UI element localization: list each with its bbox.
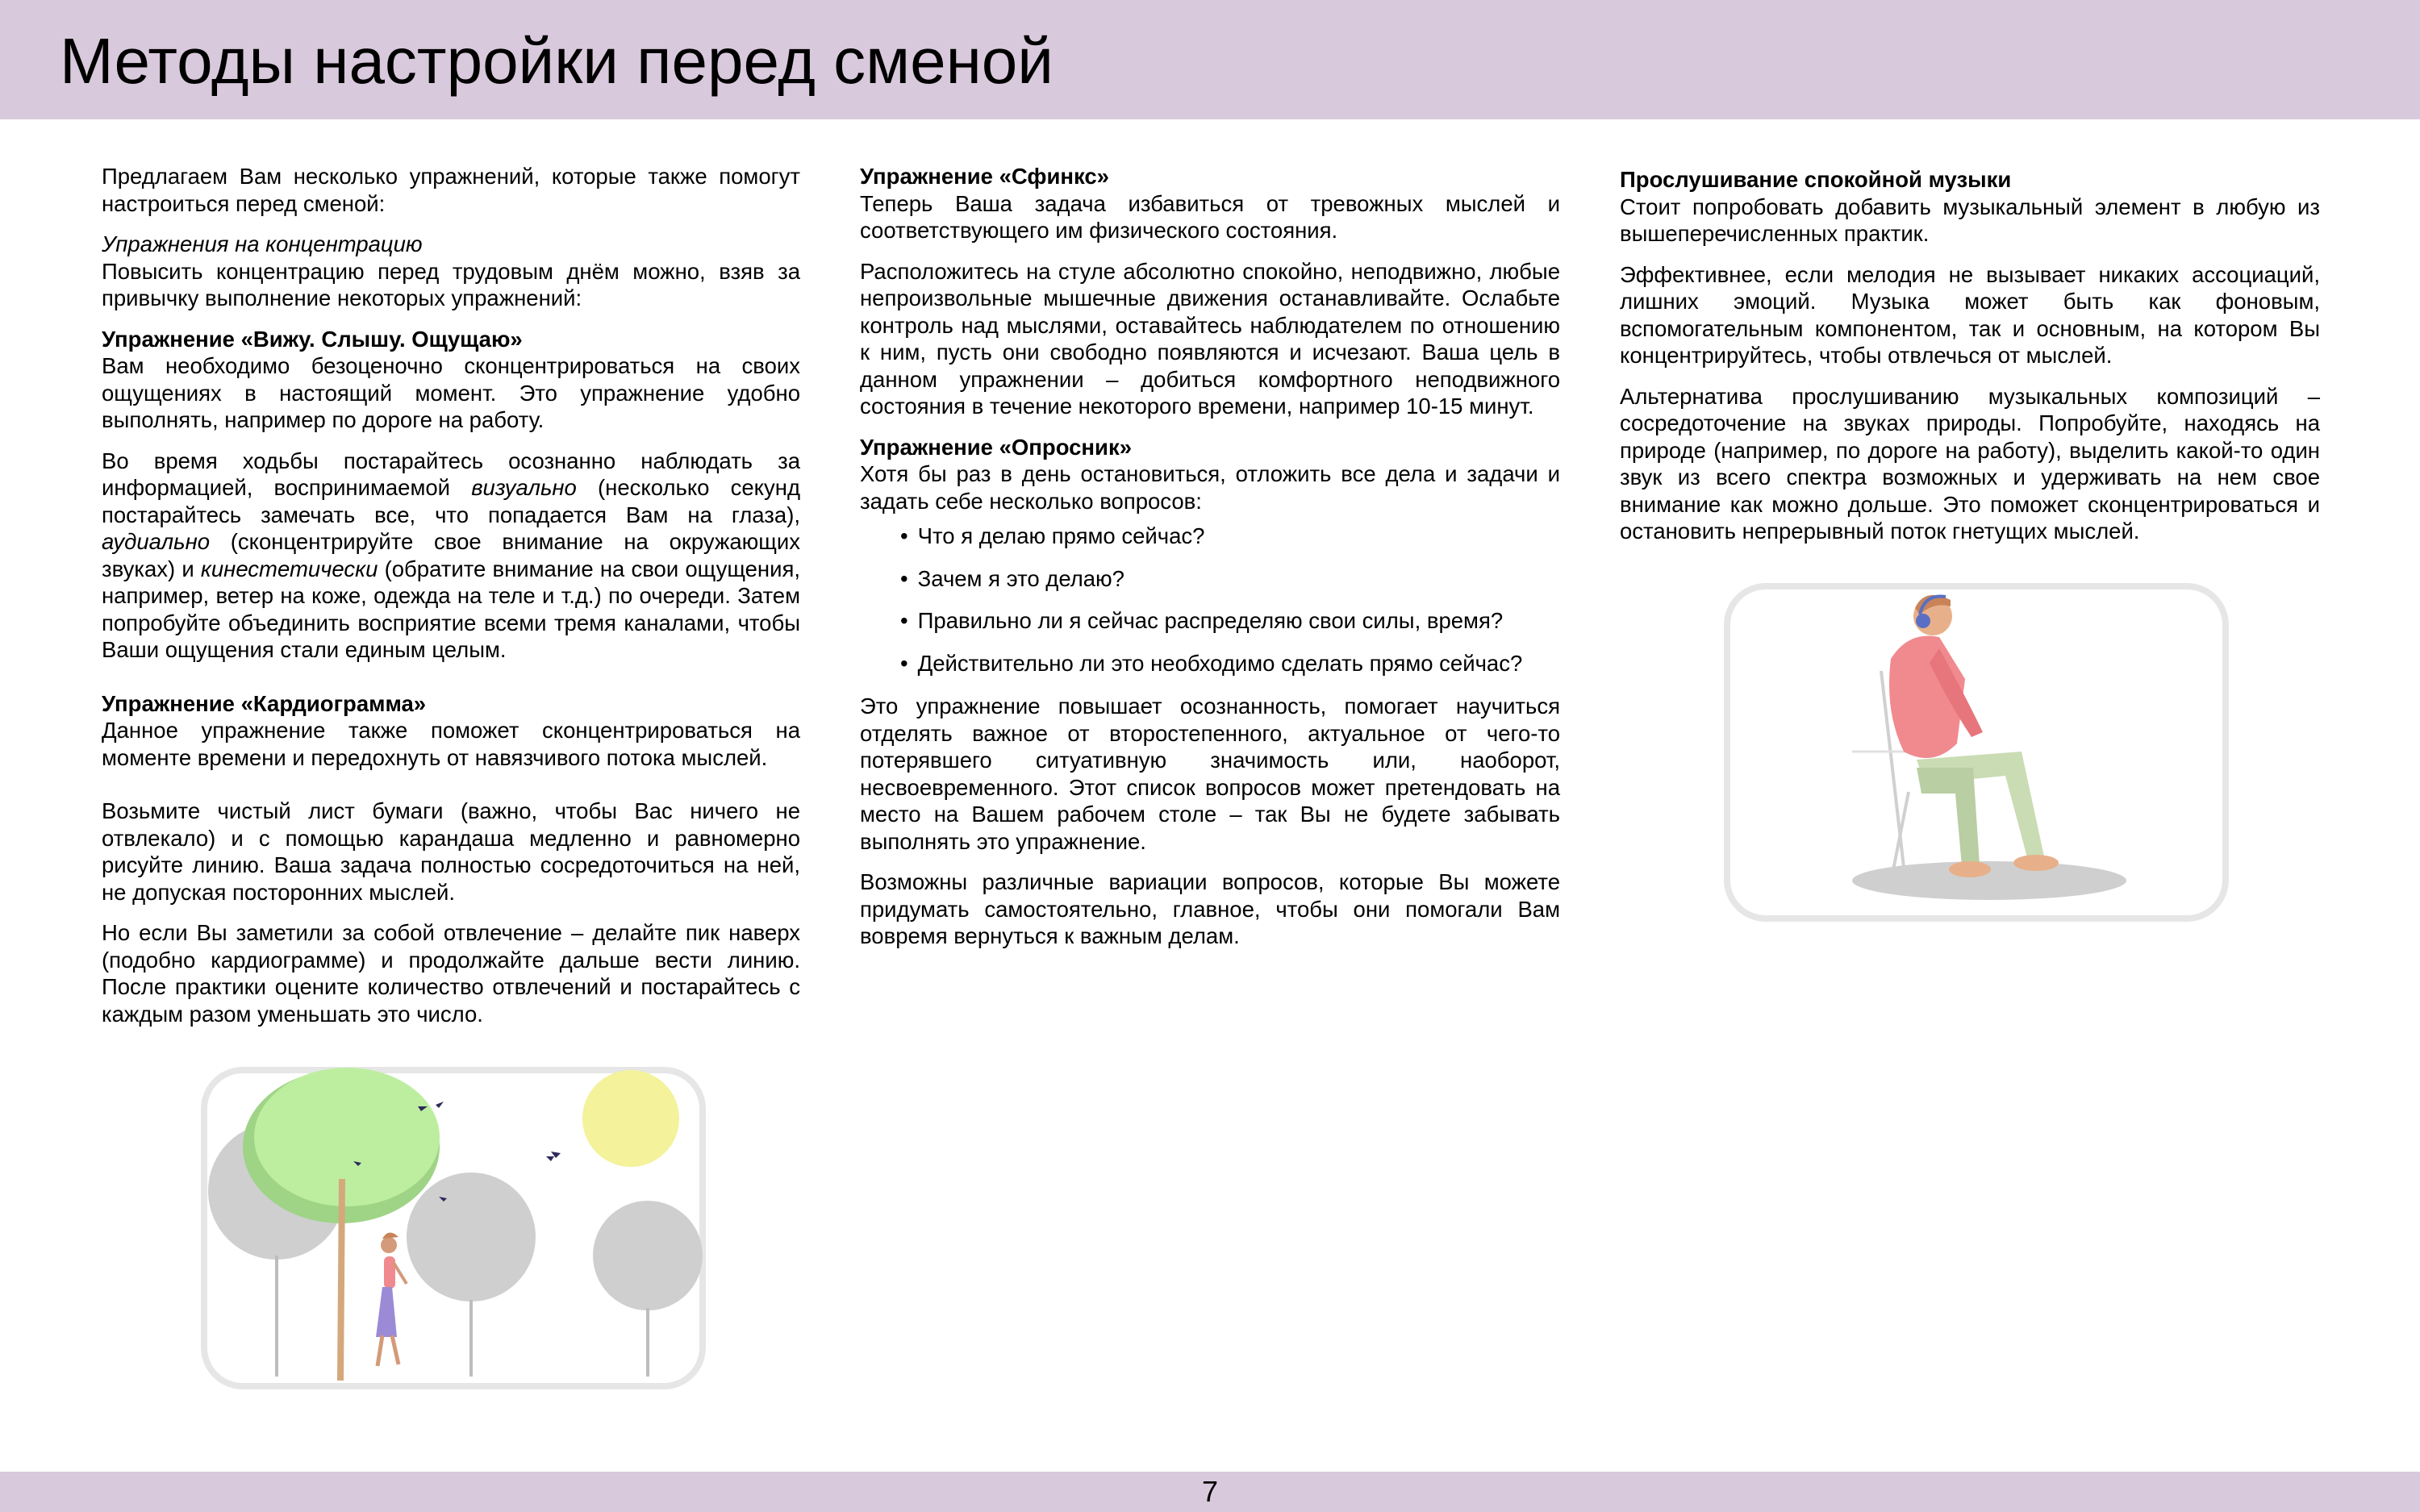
exercise-text: Возможны различные вариации вопросов, которые Вы можете придумать самостоятельно, главное, чтобы они помогали Вам вовремя вернуться к важным делам. [860, 869, 1560, 948]
man-with-headphones-illustration [1723, 582, 2230, 923]
exercise-title-cardiogram: Упражнение «Кардиограмма» [102, 690, 427, 716]
section-subtitle: Упражнения на концентрацию [102, 231, 423, 256]
woman-walking-illustration [200, 1066, 707, 1390]
question-item: • Правильно ли я сейчас распределяю свои силы, время? [900, 607, 1560, 635]
exercise-title-questionnaire: Упражнение «Опросник» [860, 434, 1133, 460]
headphones-icon [1916, 614, 1930, 628]
exercise-text: Данное упражнение также поможет сконцентрироваться на моменте времени и передохнуть от навязчивого потока мыслей. [102, 718, 800, 770]
exercise-text: Возьмите чистый лист бумаги (важно, чтобы Вас ничего не отвлекало) и с помощью карандаша медленно и равномерно рисуйте линию. Ваша задача полностью сосредоточиться на ней, не допуская посторонних мыслей. [102, 798, 800, 905]
exercise-text: Расположитесь на стуле абсолютно спокойно, неподвижно, любые непроизвольные мышечные движения останавливайте. Ослабьте контроль над мыслями, оставайтесь наблюдателем по отношению к ним, пусть они свободно появляются и исчезают. Ваша цель в данном упражнении – добиться комфортного неподвижного состояния в течение некоторого времени, например 10-15 минут. [860, 258, 1560, 419]
exercise-text: Хотя бы раз в день остановиться, отложить все дела и задачи и задать себе несколько вопросов: [860, 461, 1560, 514]
exercise-text: Но если Вы заметили за собой отвлечение – делайте пик наверх (подобно кардиограмме) и продолжайте дальше вести линию. После практики оцените количество отвлечений и постарайтесь с каждым разом уменьшать это число. [102, 920, 800, 1027]
exercise-text-modalities: Во время ходьбы постарайтесь осознанно наблюдать за информацией, воспринимаемой визуально (несколько секунд постарайтесь замечать все, что попадается Вам на глаза), аудиально (сконцентрируйте свое внимание на окружающих звуках) и кинестетически (обратите внимание на свои ощущения, например, ветер на коже, одежда на теле и т.д.) по очереди. Затем попробуйте объединить восприятие всеми тремя каналами, чтобы Ваши ощущения стали единым целым. [102, 448, 801, 662]
exercise-title-see-hear-feel: Упражнение «Вижу. Слышу. Ощущаю» [102, 326, 523, 352]
exercise-text: Вам необходимо безоценочно сконцентрироваться на своих ощущениях в настоящий момент. Это упражнение удобно выполнять, например по дороге на работу. [102, 353, 800, 432]
column-middle [860, 163, 1560, 964]
question-item: • Зачем я это делаю? [900, 565, 1560, 593]
question-list [900, 523, 1560, 677]
sun-icon [582, 1070, 679, 1167]
exercise-text: Альтернатива прослушиванию музыкальных композиций – сосредоточение на звуках природы. Попробуйте, находясь на природе (например, по дороге на работу), выделить какой-то один звук из всего спектра возможных и удерживать на нем свое внимание как можно дольше. Это поможет сконцентрироваться и остановить непрерывный поток гнетущих мыслей. [1620, 383, 2320, 544]
exercise-title-music: Прослушивание спокойной музыки [1620, 167, 2012, 192]
question-item: • Что я делаю прямо сейчас? [900, 523, 1560, 550]
exercise-text: Стоит попробовать добавить музыкальный элемент в любую из вышеперечисленных практик. [1620, 194, 2320, 246]
exercise-text: Это упражнение повышает осознанность, помогает научиться отделять важное от второстепенного, актуальное от чего-то потерявшего ситуативную значимость или, наоборот, несвоевременного. Этот список вопросов может претендовать на место на Вашем рабочем столе – так Вы не будете забывать выполнять это упражнение. [860, 694, 1560, 854]
page-title: Методы настройки перед сменой [60, 25, 1054, 97]
exercise-text: Теперь Ваша задача избавиться от тревожных мыслей и соответствующего им физического состояния. [860, 190, 1560, 243]
tree-gray-icon [407, 1173, 536, 1302]
exercise-title-sphinx: Упражнение «Сфинкс» [860, 164, 1109, 189]
column-left [102, 163, 800, 1041]
exercise-text: Эффективнее, если мелодия не вызывает никаких ассоциаций, лишних эмоций. Музыка может быть как фоновым, вспомогательным компонентом, так и основным, на котором Вы концентрируйтесь, чтобы отвлечься от мыслей. [1620, 261, 2320, 368]
question-item: • Действительно ли это необходимо сделать прямо сейчас? [900, 650, 1560, 677]
section-text: Повысить концентрацию перед трудовым днём можно, взяв за привычку выполнение некоторых упражнений: [102, 258, 800, 310]
tree-gray-icon [593, 1201, 703, 1310]
column-right [1620, 166, 2320, 559]
page-number: 7 [1201, 1475, 1219, 1508]
intro-text: Предлагаем Вам несколько упражнений, которые также помогут настроиться перед сменой: [102, 164, 800, 216]
